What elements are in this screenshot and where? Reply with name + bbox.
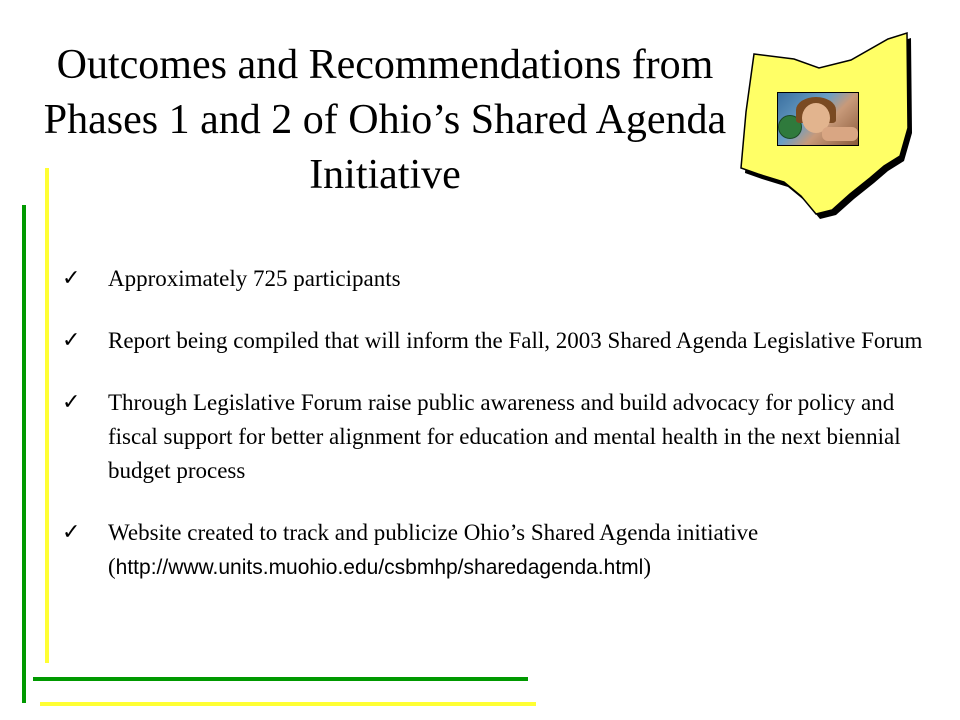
bullet-text: Website created to track and publicize Ohio’s Shared Agenda initiative ( <box>108 520 759 579</box>
bullet-text: Approximately 725 participants <box>108 266 401 291</box>
bullet-item <box>62 386 932 488</box>
yellow-horizontal-bar <box>40 702 536 706</box>
bullet-text: Report being compiled that will inform the Fall, 2003 Shared Agenda Legislative Forum <box>108 328 923 353</box>
green-horizontal-bar <box>33 677 528 681</box>
website-url-link[interactable]: http://www.units.muohio.edu/csbmhp/sharedagenda.html <box>115 556 644 579</box>
bullet-item <box>62 262 932 296</box>
bullet-item <box>62 324 932 358</box>
checkmark-icon: ✓ <box>62 328 81 353</box>
bullet-list <box>62 262 932 613</box>
bullet-text-closing: ) <box>643 554 651 579</box>
checkmark-icon: ✓ <box>62 390 81 415</box>
bullet-item <box>62 516 932 585</box>
checkmark-icon: ✓ <box>62 520 81 545</box>
child-photo <box>777 92 859 146</box>
arm-shape <box>822 127 858 141</box>
checkmark-icon: ✓ <box>62 266 81 291</box>
slide-title: Outcomes and Recommendations from Phases 1 and 2 of Ohio’s Shared Agenda Initiative <box>43 42 727 198</box>
green-vertical-bar <box>22 205 26 703</box>
yellow-vertical-bar <box>45 168 49 663</box>
bullet-text: Through Legislative Forum raise public awareness and build advocacy for policy and fiscal support for better alignment for education and mental health in the next biennial budget process <box>108 390 901 483</box>
